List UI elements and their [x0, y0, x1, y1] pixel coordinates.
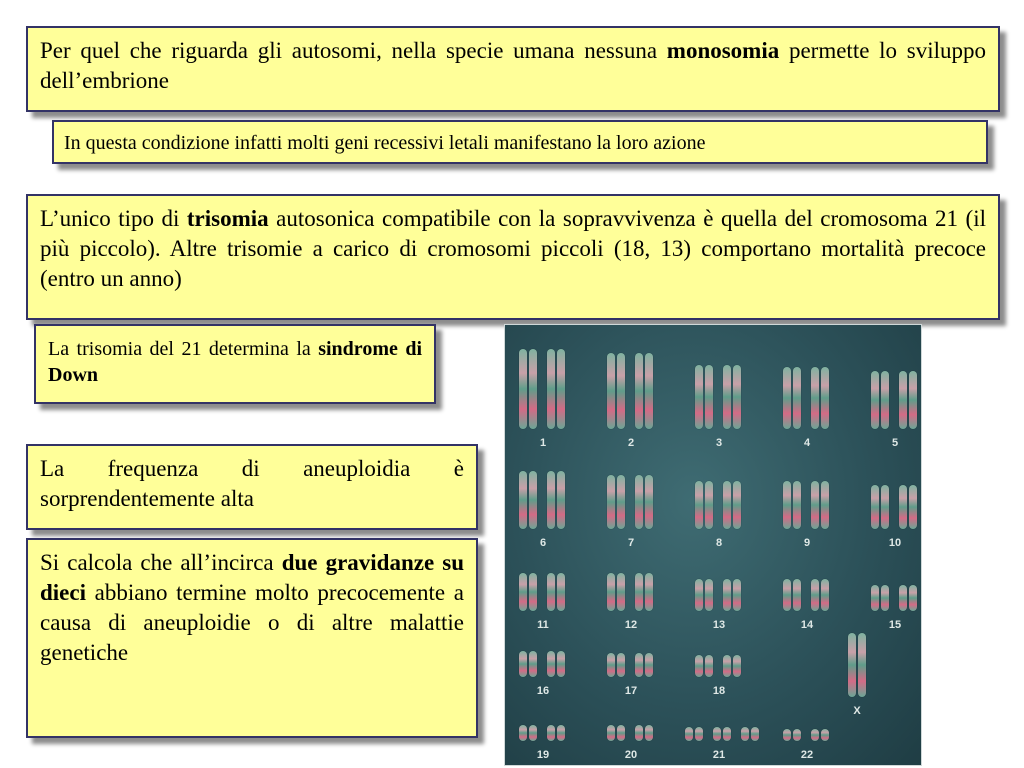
down-syndrome-bold-term: sindrome di Down	[48, 338, 422, 386]
chromosome-label: 22	[800, 749, 814, 761]
chromosome-13	[733, 579, 741, 611]
chromosome-8	[723, 481, 731, 529]
chromosome-10	[899, 485, 907, 529]
chromosome-21	[685, 727, 693, 741]
chromosome-16	[557, 651, 565, 677]
chromosome-17	[645, 653, 653, 677]
chromosome-3	[733, 365, 741, 429]
chromosome-5	[899, 371, 907, 429]
aneuploidy-frequency-box	[26, 444, 478, 530]
chromosome-14	[821, 579, 829, 611]
chromosome-14	[783, 579, 791, 611]
monosomy-note-box	[26, 26, 1000, 112]
aneuploidy-frequency-text: La frequenza di aneuploidia è sorprendentemente alta	[40, 456, 464, 511]
chromosome-18	[733, 655, 741, 677]
chromosome-11	[519, 573, 527, 611]
chromosome-20	[645, 725, 653, 741]
chromosome-label: 21	[712, 749, 726, 761]
chromosome-21	[751, 727, 759, 741]
chromosome-1	[547, 349, 555, 429]
chromosome-15	[881, 585, 889, 611]
chromosome-19	[557, 725, 565, 741]
chromosome-19	[529, 725, 537, 741]
trisomy-text-start: L’unico tipo di	[40, 206, 187, 231]
chromosome-13	[705, 579, 713, 611]
pregnancy-loss-bold-term: due gravidanze su dieci	[40, 550, 464, 605]
chromosome-3	[705, 365, 713, 429]
trisomy-note-box	[26, 194, 1000, 320]
chromosome-label: 17	[624, 685, 638, 697]
chromosome-7	[635, 475, 643, 529]
chromosome-21	[713, 727, 721, 741]
chromosome-label: 5	[891, 437, 899, 449]
chromosome-3	[695, 365, 703, 429]
chromosome-11	[557, 573, 565, 611]
trisomy-bold-term: trisomia	[186, 206, 269, 231]
chromosome-label: 15	[888, 619, 902, 631]
chromosome-17	[635, 653, 643, 677]
chromosome-12	[617, 573, 625, 611]
chromosome-6	[519, 471, 527, 529]
monosomy-text-end: permette lo sviluppo dell’embrione	[40, 38, 987, 93]
chromosome-5	[871, 371, 879, 429]
chromosome-19	[547, 725, 555, 741]
chromosome-2	[645, 353, 653, 429]
chromosome-label: 2	[627, 437, 635, 449]
down-syndrome-box	[34, 324, 436, 404]
chromosome-8	[705, 481, 713, 529]
chromosome-9	[793, 481, 801, 529]
chromosome-6	[547, 471, 555, 529]
chromosome-label: 19	[536, 749, 550, 761]
chromosome-9	[821, 481, 829, 529]
trisomy-text-end: autosonica compatibile con la sopravvivenza è quella del cromosoma 21 (il più piccolo). Altre trisomie a carico di cromosomi piccoli (18, 13) comportano mortalità precoce (entro un anno)	[40, 206, 986, 291]
chromosome-2	[635, 353, 643, 429]
chromosome-4	[821, 367, 829, 429]
chromosome-7	[617, 475, 625, 529]
chromosome-label: 8	[715, 537, 723, 549]
chromosome-7	[607, 475, 615, 529]
chromosome-21	[723, 727, 731, 741]
pregnancy-loss-text-start: Si calcola che all’incirca	[40, 550, 282, 575]
chromosome-label: 14	[800, 619, 814, 631]
chromosome-21	[741, 727, 749, 741]
monosomy-text-start: Per quel che riguarda gli autosomi, nella specie umana nessuna	[40, 38, 667, 63]
pregnancy-loss-text-end: abbiano termine molto precocemente a causa di aneuploidie o di altre malattie genetiche	[40, 579, 464, 665]
chromosome-12	[607, 573, 615, 611]
monosomy-bold-term: monosomia	[666, 38, 780, 63]
chromosome-8	[695, 481, 703, 529]
chromosome-12	[645, 573, 653, 611]
chromosome-6	[557, 471, 565, 529]
chromosome-15	[909, 585, 917, 611]
chromosome-14	[793, 579, 801, 611]
chromosome-15	[899, 585, 907, 611]
chromosome-12	[635, 573, 643, 611]
chromosome-20	[607, 725, 615, 741]
chromosome-11	[547, 573, 555, 611]
chromosome-2	[607, 353, 615, 429]
chromosome-label: 13	[712, 619, 726, 631]
chromosome-17	[617, 653, 625, 677]
chromosome-16	[547, 651, 555, 677]
chromosome-label: 16	[536, 685, 550, 697]
chromosome-X	[848, 633, 856, 697]
chromosome-label: 12	[624, 619, 638, 631]
chromosome-X	[858, 633, 866, 697]
chromosome-2	[617, 353, 625, 429]
down-syndrome-text: La trisomia del 21 determina la	[48, 338, 319, 360]
chromosome-18	[723, 655, 731, 677]
chromosome-15	[871, 585, 879, 611]
chromosome-label: 9	[803, 537, 811, 549]
chromosome-10	[871, 485, 879, 529]
chromosome-21	[695, 727, 703, 741]
chromosome-22	[783, 729, 791, 741]
chromosome-4	[811, 367, 819, 429]
chromosome-20	[635, 725, 643, 741]
chromosome-10	[881, 485, 889, 529]
chromosome-8	[733, 481, 741, 529]
chromosome-19	[519, 725, 527, 741]
chromosome-18	[705, 655, 713, 677]
chromosome-5	[881, 371, 889, 429]
chromosome-17	[607, 653, 615, 677]
chromosome-label: 3	[715, 437, 723, 449]
chromosome-label: 10	[888, 537, 902, 549]
chromosome-4	[793, 367, 801, 429]
chromosome-1	[557, 349, 565, 429]
recessive-genes-note-box	[52, 120, 988, 164]
chromosome-7	[645, 475, 653, 529]
chromosome-6	[529, 471, 537, 529]
chromosome-4	[783, 367, 791, 429]
chromosome-13	[695, 579, 703, 611]
chromosome-1	[519, 349, 527, 429]
chromosome-10	[909, 485, 917, 529]
chromosome-label: 20	[624, 749, 638, 761]
chromosome-label: X	[853, 705, 861, 717]
chromosome-11	[529, 573, 537, 611]
pregnancy-loss-box	[26, 538, 478, 738]
recessive-genes-text: In questa condizione infatti molti geni recessivi letali manifestano la loro azione	[64, 132, 706, 154]
chromosome-1	[529, 349, 537, 429]
chromosome-18	[695, 655, 703, 677]
chromosome-label: 7	[627, 537, 635, 549]
chromosome-label: 18	[712, 685, 726, 697]
chromosome-9	[811, 481, 819, 529]
chromosome-22	[811, 729, 819, 741]
chromosome-16	[519, 651, 527, 677]
chromosome-22	[793, 729, 801, 741]
chromosome-label: 11	[537, 619, 549, 631]
chromosome-label: 4	[803, 437, 811, 449]
chromosome-label: 1	[539, 437, 547, 449]
chromosome-5	[909, 371, 917, 429]
karyotype-photo	[504, 324, 922, 766]
chromosome-16	[529, 651, 537, 677]
chromosome-20	[617, 725, 625, 741]
chromosome-label: 6	[539, 537, 547, 549]
chromosome-14	[811, 579, 819, 611]
chromosome-13	[723, 579, 731, 611]
chromosome-3	[723, 365, 731, 429]
chromosome-22	[821, 729, 829, 741]
chromosome-9	[783, 481, 791, 529]
